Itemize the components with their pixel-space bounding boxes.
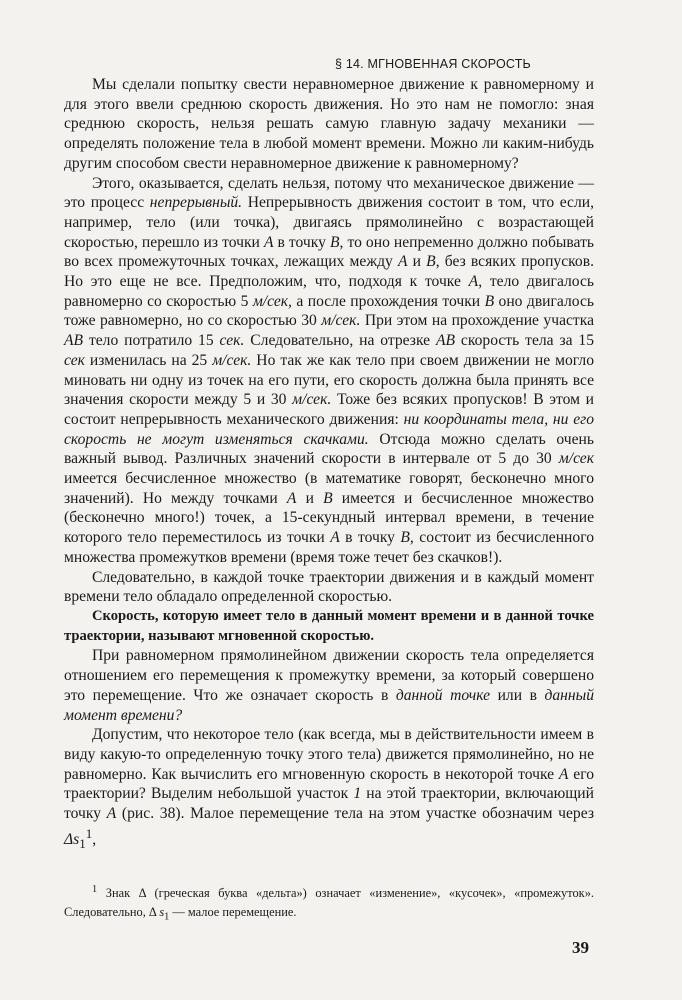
footnote-mark: 1 (92, 884, 98, 895)
definition-instant-velocity: Скорость, которую имеет тело в данный момент времени и в данной точке траектории, называют мгновенной скоростью. (64, 607, 594, 644)
paragraph-5: При равномерном прямолинейном движении скорость тела определяется отношением его перемещения к промежутку времени, за который совершено это перемещение. Что же означает скорость в данной точке или в данный момент времени? (64, 647, 594, 724)
section-title: § 14. МГНОВЕННАЯ СКОРОСТЬ (335, 57, 531, 71)
paragraph-1: Мы сделали попытку свести неравномерное движение к равномерному и для этого ввели среднюю скорость движения. Но это нам не помогло: зная среднюю скорость, нельзя решать самую главную задачу механики — определять положение тела в любой момент времени. Можно ли каким-нибудь другим способом свести неравномерное движение к равномерному? (64, 76, 594, 172)
paragraph-6: Допустим, что некоторое тело (как всегда, мы в действительности имеем в виду какую-то определенную точку этого тела) движется прямолинейно, но не равномерно. Как вычислить его мгновенную скорость в некоторой точке А его траектории? Выделим небольшой участок 1 на этой траектории, включающий точку А (рис. 38). Малое перемещение тела на этом участке обозначим через $\Delta s_1^1$, (64, 726, 595, 852)
main-text (64, 75, 594, 854)
footnote: $^1$ Знак Δ (греческая буква «дельта») означает «изменение», «кусочек», «промежуток». Следовательно, Δ $s_1$ — малое перемещение. (64, 884, 594, 923)
running-header (0, 57, 682, 71)
footnote-ref: 1 (85, 825, 93, 841)
page-number: 39 (572, 938, 589, 957)
delta-s-symbol: $\Delta s_1$ (64, 830, 86, 852)
paragraph-3: Следовательно, в каждой точке траектории движения и в каждый момент времени тело обладало определенной скоростью. (64, 568, 594, 606)
paragraph-2: Этого, оказывается, сделать нельзя, потому что механическое движение — это процесс непрерывный. Непрерывность движения состоит в том, что если, например, тело (или точка), двигаясь прямолинейно с возрастающей скоростью, перешло из точки А в точку В, то оно непременно должно побывать во всех промежуточных точках, лежащих между А и В, без всяких пропусков. Но это еще не все. Предположим, что, подходя к точке А, тело двигалось равномерно со скоростью 5 м/сек, а после прохождения точки В оно двигалось тоже равномерно, но со скоростью 30 м/сек. При этом на прохождение участка АВ тело потратило 15 сек. Следовательно, на отрезке АВ скорость тела за 15 сек изменилась на 25 м/сек. Но так же как тело при своем движении не могло миновать ни одну из точек на его пути, его скорость должна была принять все значения скорости между 5 и 30 м/сек. Тоже без всяких пропусков! В этом и состоит непрерывность механического движения: ни координаты тела, ни его скорость не могут изменяться скачками. Отсюда можно сделать очень важный вывод. Различных значений скорости в интервале от 5 до 30 м/сек имеется бесчисленное множество (в математике говорят, бесконечно много значений). Но между точками А и В имеется и бесчисленное множество (бесконечно много!) точек, а 15-секундный интервал времени, в течение которого тело переместилось из точки А в точку В, состоит из бесчисленного множества промежутков времени (время тоже течет без скачков!). (64, 174, 595, 566)
